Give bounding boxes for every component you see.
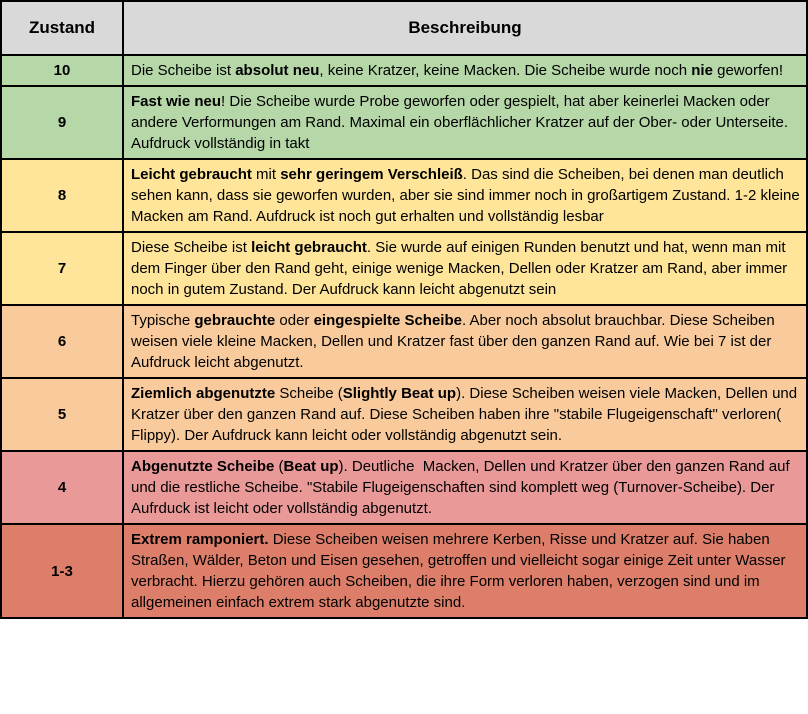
condition-row: [1, 524, 807, 618]
condition-grade: 10: [1, 55, 123, 86]
condition-grade: 9: [1, 86, 123, 159]
condition-row: [1, 451, 807, 524]
condition-description: Abgenutzte Scheibe (Beat up). Deutliche Macken, Dellen und Kratzer über den ganzen Rand auf und die restliche Scheibe. "Stabile Flugeigenschaften sind komplett weg (Turnover-Scheibe). Der Aufrduck ist leicht oder vollständig abgenutzt.: [123, 451, 807, 524]
condition-row: [1, 55, 807, 86]
condition-description: Diese Scheibe ist leicht gebraucht. Sie wurde auf einigen Runden benutzt und hat, wenn man mit dem Finger über den Rand geht, einige wenige Macken, Dellen oder Kratzer am Rand, aber immer noch in gutem Zustand. Der Aufdruck kann leicht abgenutzt sein: [123, 232, 807, 305]
condition-grade: 6: [1, 305, 123, 378]
condition-grade: 8: [1, 159, 123, 232]
condition-row: [1, 86, 807, 159]
condition-grade: 4: [1, 451, 123, 524]
condition-grade: 1-3: [1, 524, 123, 618]
condition-row: [1, 232, 807, 305]
condition-grade: 7: [1, 232, 123, 305]
condition-description: Extrem ramponiert. Diese Scheiben weisen mehrere Kerben, Risse und Kratzer auf. Sie haben Straßen, Wälder, Beton und Eisen gesehen, getroffen und vielleicht sogar einige Zeit unter Wasser verbracht. Hierzu gehören auch Scheiben, die ihre Form verloren haben, verzogen sind und im allgemeinen einfach extrem stark abgenutzte sind.: [123, 524, 807, 618]
condition-description: Ziemlich abgenutzte Scheibe (Slightly Beat up). Diese Scheiben weisen viele Macken, Dellen und Kratzer über den ganzen Rand auf. Diese Scheiben haben ihre "stabile Flugeigenschaft" verloren( Flippy). Der Aufdruck kann leicht oder vollständig abgenutzt sein.: [123, 378, 807, 451]
condition-row: [1, 159, 807, 232]
condition-description: Leicht gebraucht mit sehr geringem Verschleiß. Das sind die Scheiben, bei denen man deutlich sehen kann, dass sie geworfen wurden, aber sie sind immer noch in großartigem Zustand. 1-2 kleine Macken am Rand. Aufdruck ist noch gut erhalten und vollständig lesbar: [123, 159, 807, 232]
header-beschreibung: Beschreibung: [123, 1, 807, 55]
condition-description: Fast wie neu! Die Scheibe wurde Probe geworfen oder gespielt, hat aber keinerlei Macken oder andere Verformungen am Rand. Maximal ein oberflächlicher Kratzer auf der Ober- oder Unterseite. Aufdruck vollständig in takt: [123, 86, 807, 159]
header-row: [1, 1, 807, 55]
condition-description: Typische gebrauchte oder eingespielte Scheibe. Aber noch absolut brauchbar. Diese Scheiben weisen viele kleine Macken, Dellen und Kratzer fast über den ganzen Rand auf. Wie bei 7 ist der Aufdruck leicht abgenutzt.: [123, 305, 807, 378]
condition-description: Die Scheibe ist absolut neu, keine Kratzer, keine Macken. Die Scheibe wurde noch nie geworfen!: [123, 55, 807, 86]
condition-row: [1, 378, 807, 451]
condition-grade: 5: [1, 378, 123, 451]
header-zustand: Zustand: [1, 1, 123, 55]
condition-row: [1, 305, 807, 378]
